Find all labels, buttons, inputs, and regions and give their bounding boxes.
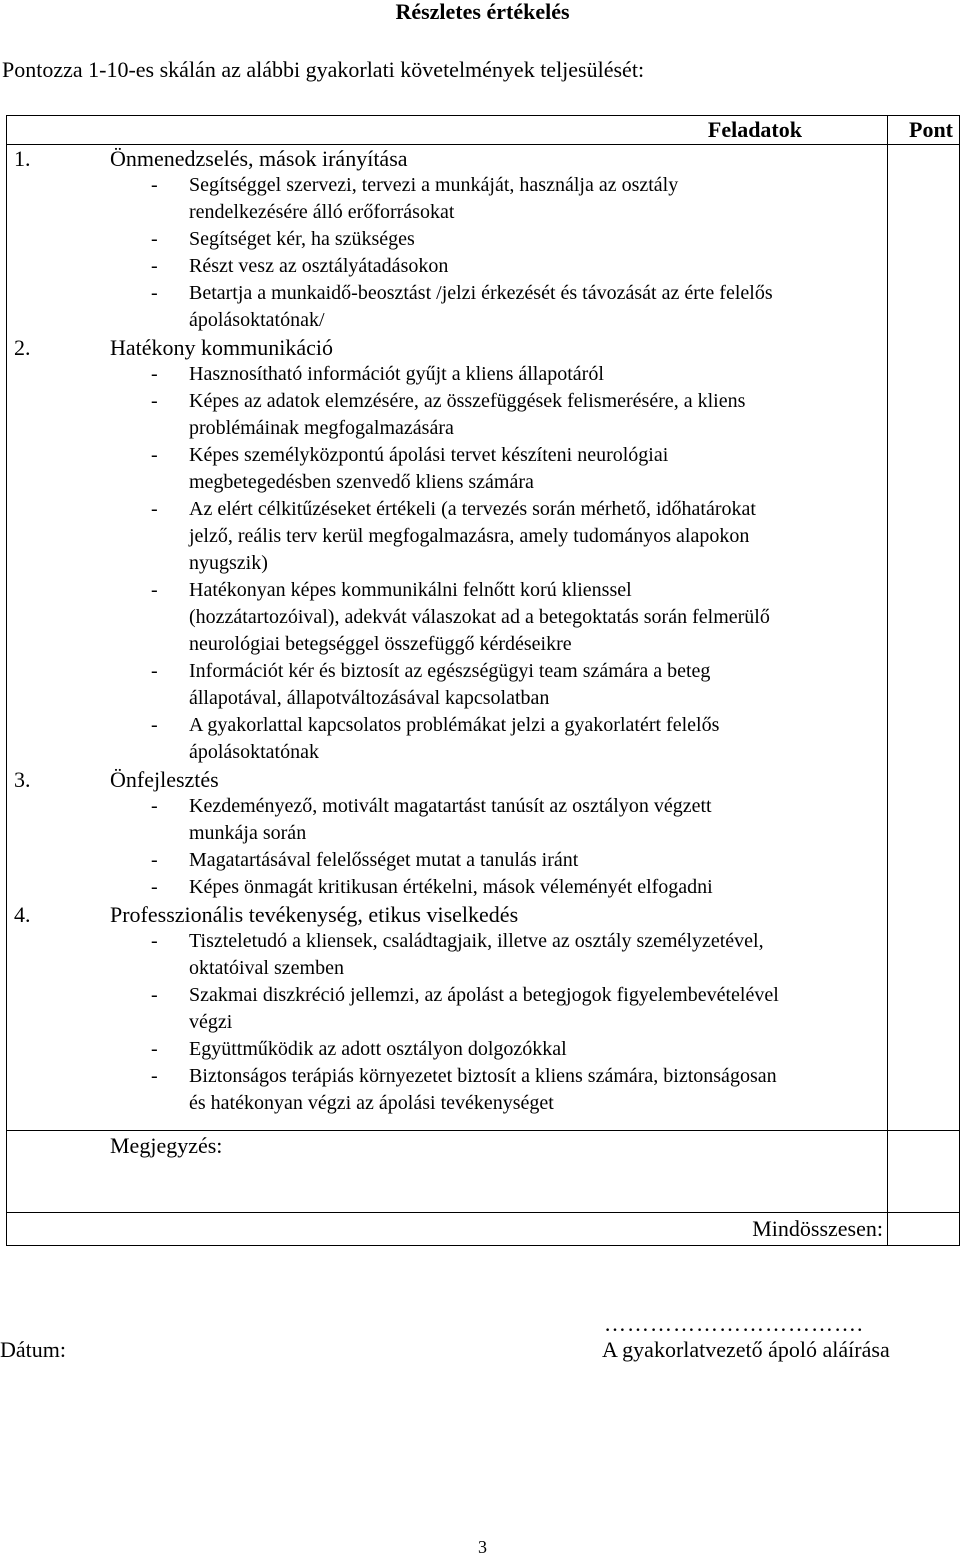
instructions-text: Pontozza 1-10-es skálán az alábbi gyakorlati követelmények teljesülését:	[2, 57, 645, 82]
section-number: 2.	[14, 335, 31, 360]
bullet-dash: -	[151, 984, 158, 1006]
page-number: 3	[478, 1537, 487, 1557]
section-number: 4.	[14, 902, 31, 927]
requirement-text: Tiszteletudó a kliensek, családtagjaik, illetve az osztály személyzetével, oktatóival szemben	[189, 930, 764, 979]
requirement-text: Együttműködik az adott osztályon dolgozókkal	[189, 1038, 567, 1060]
date-label: Dátum:	[0, 1337, 66, 1362]
bullet-dash: -	[151, 390, 158, 412]
bullet-dash: -	[151, 849, 158, 871]
list-item	[7, 253, 887, 280]
list-item	[7, 982, 887, 1036]
tasks-cell	[7, 145, 888, 1131]
bullet-dash: -	[151, 1065, 158, 1087]
list-item	[7, 496, 887, 577]
bullet-dash: -	[151, 228, 158, 250]
signature-line: …………………………….	[604, 1311, 864, 1336]
bullet-dash: -	[151, 579, 158, 601]
evaluation-table	[6, 115, 960, 1246]
notes-label: Megjegyzés:	[7, 1131, 888, 1213]
bullet-dash: -	[151, 660, 158, 682]
table-header-row	[7, 116, 960, 145]
bullet-dash: -	[151, 930, 158, 952]
requirement-text: Hasznosítható információt gyűjt a kliens állapotáról	[189, 363, 604, 385]
section-title: Önfejlesztés	[110, 767, 219, 792]
header-tasks: Feladatok	[7, 116, 888, 145]
bullet-dash: -	[151, 498, 158, 520]
total-points-cell[interactable]	[888, 1213, 960, 1246]
requirement-text: Az elért célkitűzéseket értékeli (a tervezés során mérhető, időhatárokat jelző, reális terv kerül megfogalmazásra, amely tudományos alapokon nyugszik)	[189, 498, 756, 574]
bullet-dash: -	[151, 1038, 158, 1060]
header-points: Pont	[888, 116, 960, 145]
list-item	[7, 658, 887, 712]
bullet-dash: -	[151, 444, 158, 466]
section-4	[7, 901, 887, 1117]
requirement-text: Szakmai diszkréció jellemzi, az ápolást a betegjogok figyelembevételével végzi	[189, 984, 779, 1033]
section-heading	[7, 145, 887, 172]
requirement-text: Kezdeményező, motivált magatartást tanúsít az osztályon végzett munkája során	[189, 795, 712, 844]
notes-points-cell	[888, 1131, 960, 1213]
list-item	[7, 172, 887, 226]
bullet-dash: -	[151, 714, 158, 736]
section-heading	[7, 334, 887, 361]
section-1	[7, 145, 887, 334]
list-item	[7, 712, 887, 766]
signature-label: A gyakorlatvezető ápoló aláírása	[602, 1337, 890, 1362]
section-number: 3.	[14, 767, 31, 792]
section-title: Professzionális tevékenység, etikus viselkedés	[110, 902, 519, 927]
sections-list	[7, 145, 887, 1117]
bullet-dash: -	[151, 255, 158, 277]
requirement-text: Betartja a munkaidő-beosztást /jelzi érkezését és távozását az érte felelős ápolásoktatónak/	[189, 282, 773, 331]
section-3	[7, 766, 887, 901]
requirement-text: Képes az adatok elemzésére, az összefüggések felismerésére, a kliens problémáinak megfogalmazására	[189, 390, 746, 439]
notes-row	[7, 1131, 960, 1213]
list-item	[7, 874, 887, 901]
bullet-dash: -	[151, 282, 158, 304]
list-item	[7, 388, 887, 442]
bullet-dash: -	[151, 795, 158, 817]
list-item	[7, 1063, 887, 1117]
section-number: 1.	[14, 146, 31, 171]
requirement-text: Képes személyközpontú ápolási tervet készíteni neurológiai megbetegedésben szenvedő kliens számára	[189, 444, 669, 493]
requirement-text: Részt vesz az osztályátadásokon	[189, 255, 449, 277]
points-cell[interactable]	[888, 145, 960, 1131]
list-item	[7, 280, 887, 334]
list-item	[7, 928, 887, 982]
list-item	[7, 1036, 887, 1063]
section-title: Önmenedzselés, mások irányítása	[110, 146, 408, 171]
section-heading	[7, 766, 887, 793]
requirement-text: Segítséggel szervezi, tervezi a munkáját, használja az osztály rendelkezésére álló erőforrásokat	[189, 174, 679, 223]
bullet-dash: -	[151, 174, 158, 196]
bullet-dash: -	[151, 363, 158, 385]
sections-row	[7, 145, 960, 1131]
list-item	[7, 361, 887, 388]
requirement-text: Információt kér és biztosít az egészségügyi team számára a beteg állapotával, állapotváltozásával kapcsolatban	[189, 660, 711, 709]
bullet-dash: -	[151, 876, 158, 898]
total-label: Mindösszesen:	[7, 1213, 888, 1246]
list-item	[7, 577, 887, 658]
requirement-text: A gyakorlattal kapcsolatos problémákat jelzi a gyakorlatért felelős ápolásoktatónak	[189, 714, 720, 763]
section-title: Hatékony kommunikáció	[110, 335, 334, 360]
section-heading	[7, 901, 887, 928]
list-item	[7, 793, 887, 847]
requirement-text: Hatékonyan képes kommunikálni felnőtt korú klienssel (hozzátartozóival), adekvát válaszokat ad a betegoktatás során felmerülő neurológiai betegséggel összefüggő kérdéseikre	[189, 579, 770, 655]
page-title: Részletes értékelés	[395, 0, 570, 24]
list-item	[7, 226, 887, 253]
list-item	[7, 442, 887, 496]
requirement-text: Segítséget kér, ha szükséges	[189, 228, 415, 250]
requirement-text: Képes önmagát kritikusan értékelni, mások véleményét elfogadni	[189, 876, 713, 898]
requirement-text: Biztonságos terápiás környezetet biztosít a kliens számára, biztonságosan és hatékonyan végzi az ápolási tevékenységet	[189, 1065, 777, 1114]
section-2	[7, 334, 887, 766]
requirement-text: Magatartásával felelősséget mutat a tanulás iránt	[189, 849, 579, 871]
total-row	[7, 1213, 960, 1246]
list-item	[7, 847, 887, 874]
